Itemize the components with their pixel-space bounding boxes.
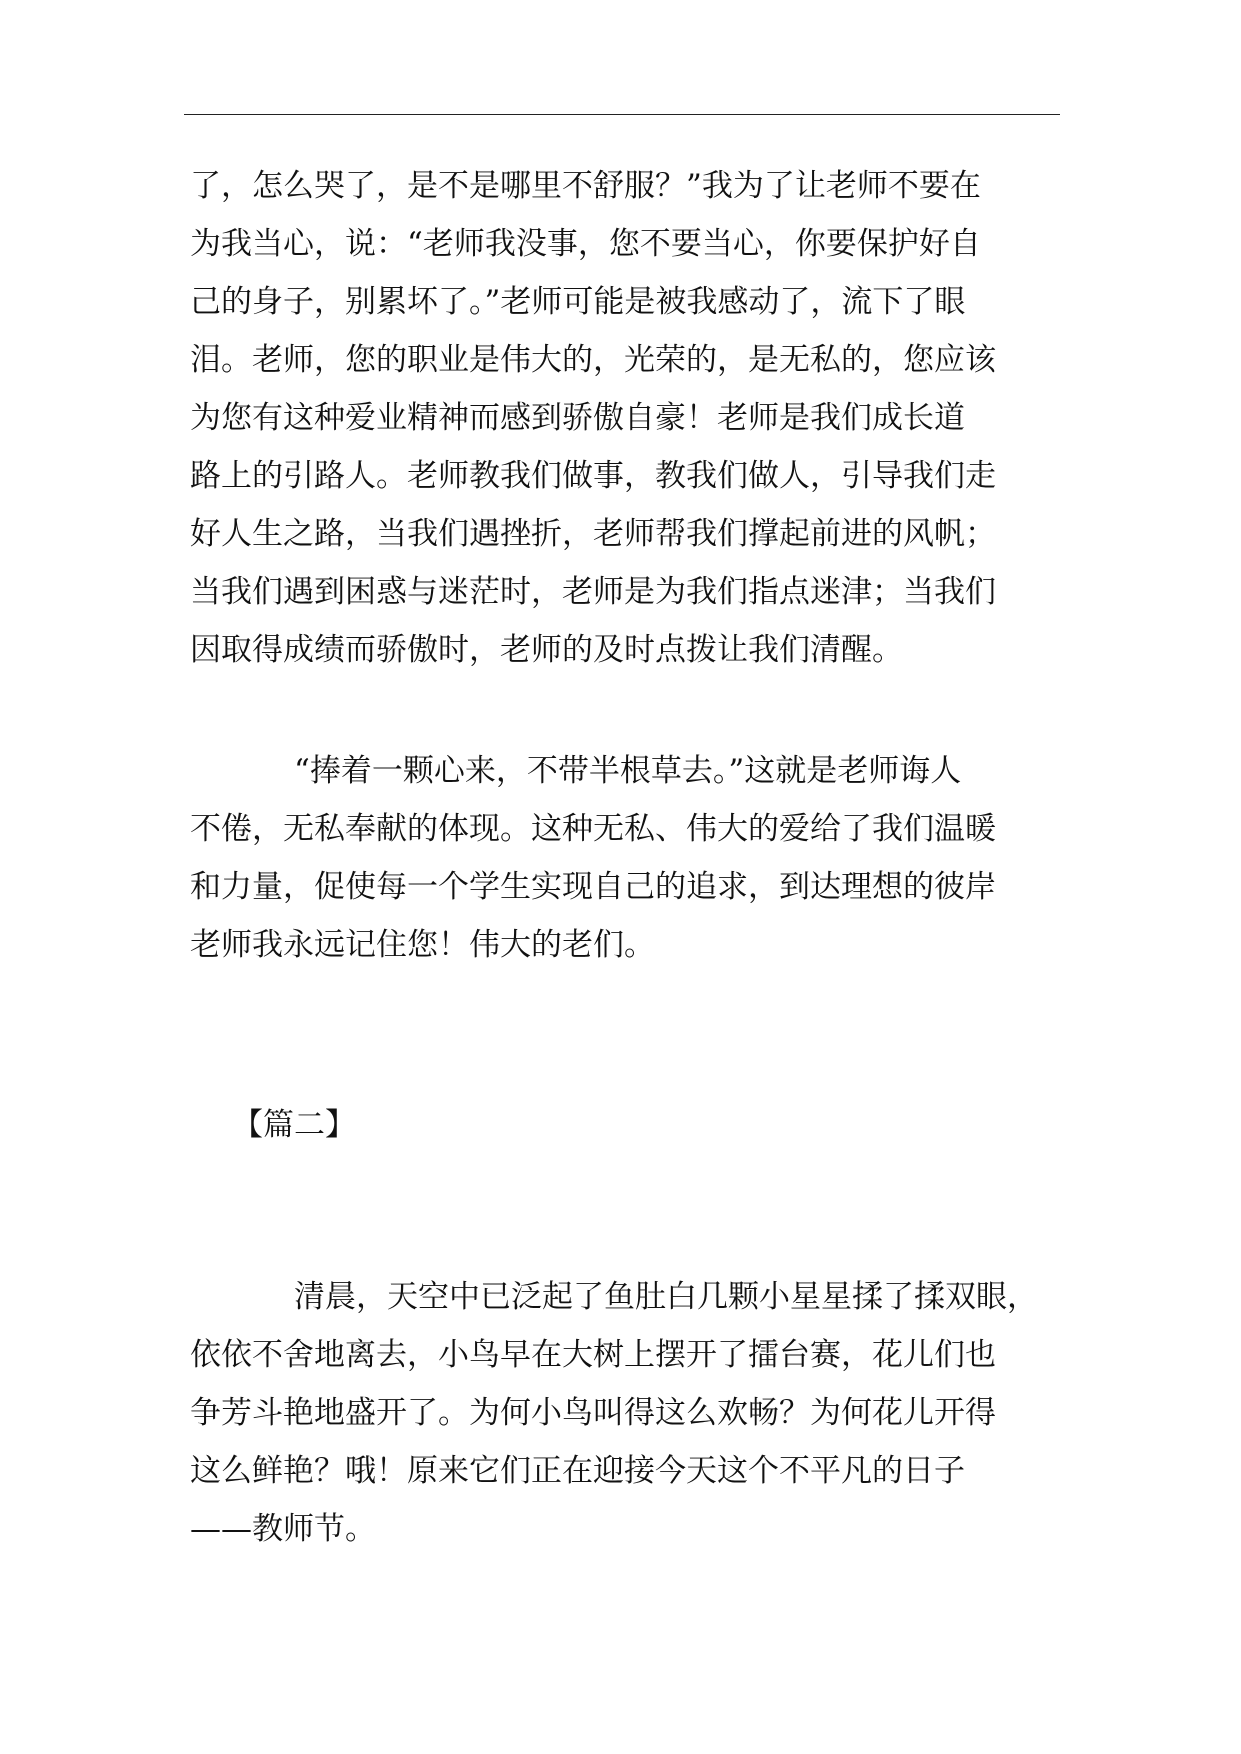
- paragraph-3: [190, 1268, 1060, 1558]
- text-line: 路上的引路人。老师教我们做事，教我们做人，引导我们走: [190, 458, 996, 494]
- text-line: 泪。老师，您的职业是伟大的，光荣的，是无私的，您应该: [190, 342, 996, 378]
- text-line: ——教师节。: [190, 1511, 376, 1547]
- text-line: 和力量，促使每一个学生实现自己的追求，到达理想的彼岸: [190, 869, 996, 905]
- text-line: 因取得成绩而骄傲时，老师的及时点拨让我们清醒。: [190, 632, 903, 668]
- text-line: 争芳斗艳地盛开了。为何小鸟叫得这么欢畅？为何花儿开得: [190, 1395, 996, 1431]
- text-line: “捧着一颗心来，不带半根草去。”这就是老师诲人: [294, 753, 962, 789]
- text-line: 这么鲜艳？哦！原来它们正在迎接今天这个不平凡的日子: [190, 1453, 965, 1489]
- text-line: 老师我永远记住您！伟大的老们。: [190, 927, 655, 963]
- paragraph-1: [190, 157, 1060, 679]
- text-line: 为我当心，说：“老师我没事，您不要当心，你要保护好自: [190, 226, 981, 262]
- text-line: 不倦，无私奉献的体现。这种无私、伟大的爱给了我们温暖: [190, 811, 996, 847]
- text-line: 当我们遇到困惑与迷茫时，老师是为我们指点迷津；当我们: [190, 574, 996, 610]
- section-heading: 【篇二】: [232, 1107, 356, 1143]
- paragraph-2: [190, 742, 1060, 974]
- text-line: 了，怎么哭了，是不是哪里不舒服？”我为了让老师不要在: [190, 168, 981, 204]
- text-line: 好人生之路，当我们遇挫折，老师帮我们撑起前进的风帆；: [190, 516, 996, 552]
- header-rule: [184, 114, 1060, 115]
- text-line: 依依不舍地离去，小鸟早在大树上摆开了擂台赛，花儿们也: [190, 1337, 996, 1373]
- text-line: 为您有这种爱业精神而感到骄傲自豪！老师是我们成长道: [190, 400, 965, 436]
- text-line: 己的身子，别累坏了。”老师可能是被我感动了，流下了眼: [190, 284, 966, 320]
- text-line: 清晨，天空中已泛起了鱼肚白几颗小星星揉了揉双眼，: [294, 1279, 1038, 1315]
